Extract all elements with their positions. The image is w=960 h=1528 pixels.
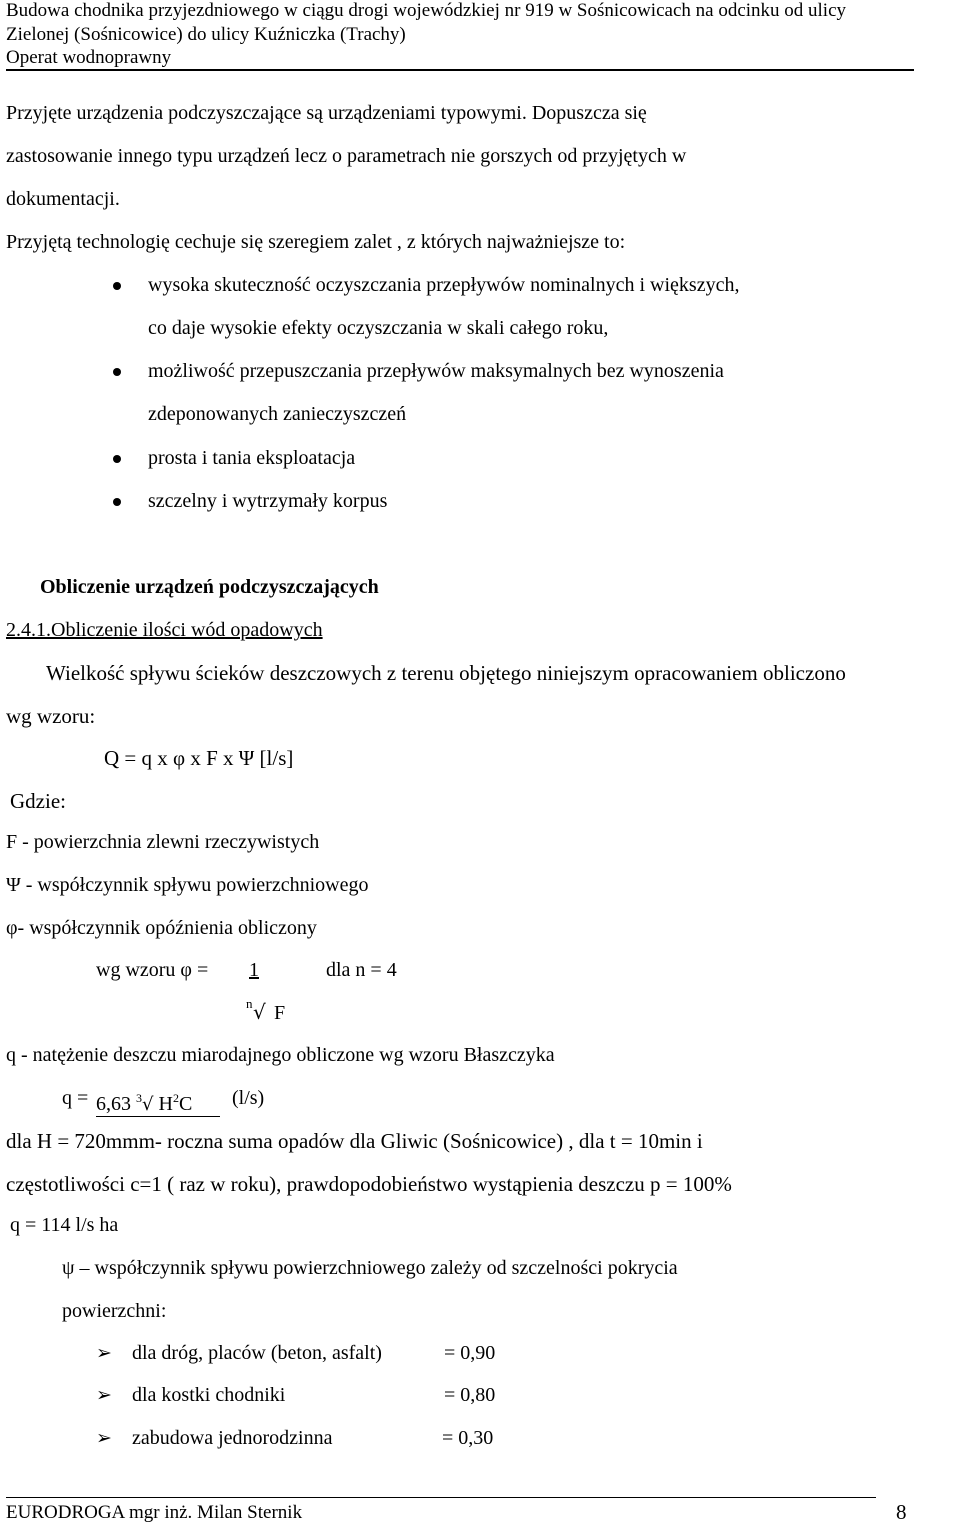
advantage-1-line1: wysoka skuteczność oczyszczania przepływów nominalnych i większych,	[148, 274, 740, 296]
q-formula-underlined	[96, 1087, 220, 1117]
bullet-icon	[113, 498, 121, 506]
q-formula-C: C	[178, 1093, 193, 1115]
definition-psi: Ψ - współczynnik spływu powierzchniowego	[6, 874, 369, 896]
footer-rule	[6, 1497, 876, 1498]
q-root-index: 3	[136, 1091, 142, 1105]
phi-root-index: n	[246, 996, 253, 1011]
header-line-1: Budowa chodnika przyjezdniowego w ciągu drogi wojewódzkiej nr 919 w Sośnicowicach na odcinku od ulicy	[6, 0, 847, 21]
intro-p2: Przyjętą technologię cechuje się szeregiem zalet , z których najważniejsze to:	[6, 231, 626, 253]
arrow-bullet-icon: ➢	[96, 1384, 112, 1406]
phi-formula-condition: dla n = 4	[326, 959, 397, 981]
coefficient-3-value: = 0,30	[442, 1427, 494, 1449]
advantage-2-line1: możliwość przepuszczania przepływów maksymalnych bez wynoszenia	[148, 360, 724, 382]
footer-author: EURODROGA mgr inż. Milan Sternik	[6, 1502, 303, 1523]
coefficient-2-value: = 0,80	[444, 1384, 496, 1406]
advantage-4: szczelny i wytrzymały korpus	[148, 490, 388, 512]
bullet-icon	[113, 455, 121, 463]
H-line2: częstotliwości c=1 ( raz w roku), prawdopodobieństwo wystąpienia deszczu p = 100%	[6, 1172, 732, 1196]
q-formula-coefficient: 6,63	[96, 1093, 131, 1115]
header-line-2: Zielonej (Sośnicowice) do ulicy Kuźniczka (Trachy)	[6, 24, 406, 45]
definition-q: q - natężenie deszczu miarodajnego obliczone wg wzoru Błaszczyka	[6, 1044, 555, 1066]
header-line-3: Operat wodnoprawny	[6, 47, 172, 68]
coefficient-3-label: zabudowa jednorodzinna	[132, 1427, 333, 1449]
H-line1: dla H = 720mmm- roczna suma opadów dla Gliwic (Sośnicowice) , dla t = 10min i	[6, 1129, 703, 1153]
phi-formula-prefix: wg wzoru φ =	[96, 959, 209, 981]
phi-formula-numerator: 1	[249, 959, 259, 981]
arrow-bullet-icon: ➢	[96, 1342, 112, 1364]
header-rule	[6, 69, 914, 71]
gdzie-label: Gdzie:	[10, 789, 66, 813]
advantage-1-line2: co daje wysokie efekty oczyszczania w skali całego roku,	[148, 317, 609, 339]
coefficient-1-label: dla dróg, placów (beton, asfalt)	[132, 1342, 382, 1364]
psi-line2: powierzchni:	[62, 1300, 167, 1322]
intro-p1-line3: dokumentacji.	[6, 188, 120, 210]
coefficient-2-label: dla kostki chodniki	[132, 1384, 286, 1406]
definition-F: F - powierzchnia zlewni rzeczywistych	[6, 831, 320, 853]
q-formula-H: H	[158, 1093, 173, 1115]
intro-p1-line2: zastosowanie innego typu urządzeń lecz o parametrach nie gorszych od przyjętych w	[6, 145, 687, 167]
psi-line1: ψ – współczynnik spływu powierzchniowego zależy od szczelności pokrycia	[62, 1257, 678, 1279]
bullet-icon	[113, 282, 121, 290]
phi-root-sign: √	[253, 1000, 266, 1024]
coefficient-1-value: = 0,90	[444, 1342, 496, 1364]
arrow-bullet-icon: ➢	[96, 1427, 112, 1449]
calc-intro-line1: Wielkość spływu ścieków deszczowych z terenu objętego niniejszym opracowaniem obliczono	[46, 661, 846, 685]
formula-q-total: Q = q x φ x F x Ψ [l/s]	[104, 746, 294, 770]
calc-intro-line2: wg wzoru:	[6, 704, 96, 728]
q-value: q = 114 l/s ha	[10, 1214, 119, 1236]
subsection-title: 2.4.1.Obliczenie ilości wód opadowych	[6, 619, 323, 641]
section-title: Obliczenie urządzeń podczyszczających	[40, 576, 379, 598]
q-formula-H-exponent: 2	[172, 1091, 179, 1105]
bullet-icon	[113, 368, 121, 376]
page-number: 8	[896, 1500, 907, 1524]
q-formula-prefix: q =	[62, 1087, 89, 1109]
advantage-2-line2: zdeponowanych zanieczyszczeń	[148, 403, 407, 425]
q-root-sign: √	[142, 1094, 154, 1115]
advantage-3: prosta i tania eksploatacja	[148, 447, 356, 469]
q-formula-unit: (l/s)	[232, 1087, 265, 1109]
definition-phi: φ- współczynnik opóźnienia obliczony	[6, 917, 317, 939]
intro-p1-line1: Przyjęte urządzenia podczyszczające są urządzeniami typowymi. Dopuszcza się	[6, 102, 647, 124]
phi-root-argument: F	[274, 1002, 286, 1024]
